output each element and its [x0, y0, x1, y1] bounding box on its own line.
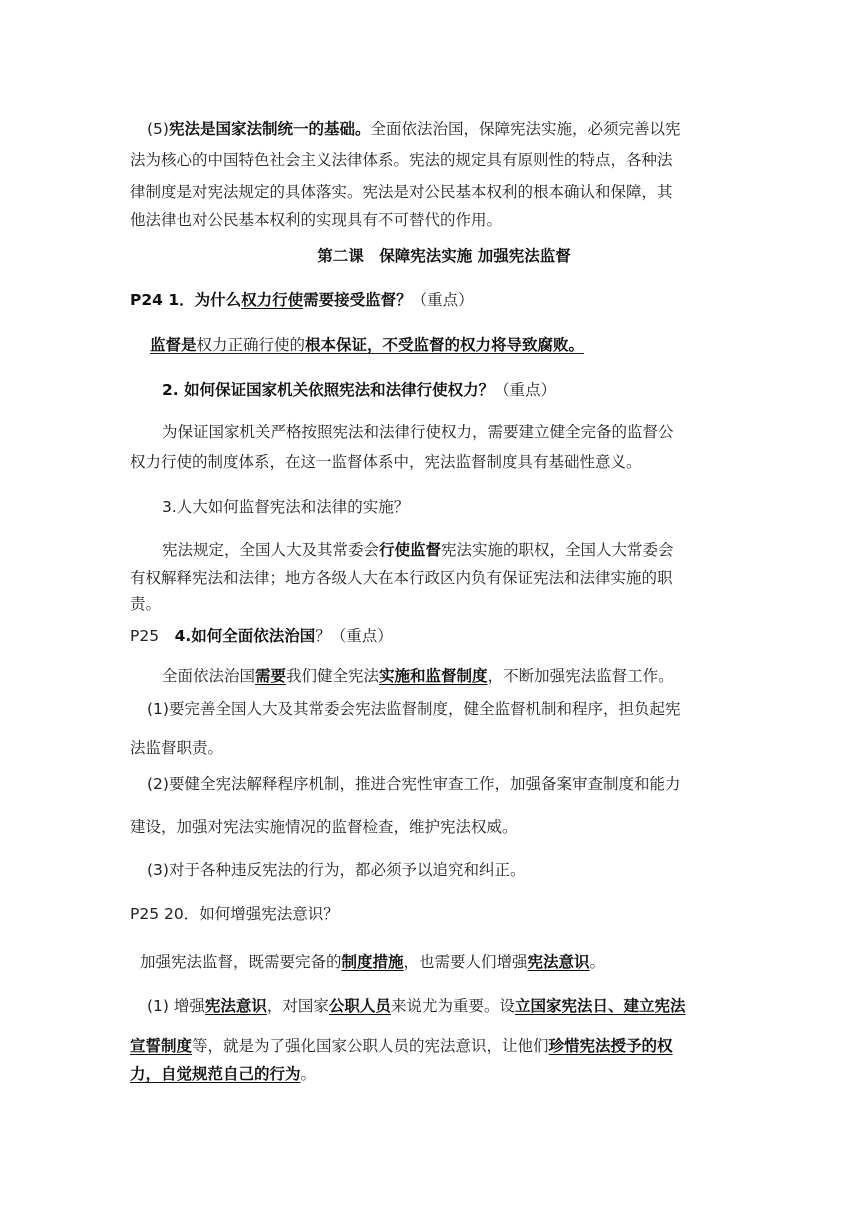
underlined-phrase: 权力行使: [241, 291, 304, 309]
text: 。: [300, 1065, 317, 1083]
underlined-phrase: 立国家宪法日、建立宪法: [514, 997, 686, 1015]
text: 等，就是为了强化国家公职人员的宪法意识，让他们: [192, 1037, 549, 1055]
answer-20-intro: [140, 952, 605, 972]
text: 全面依法治国: [162, 667, 256, 685]
answer-3-line-3: 责。: [130, 595, 162, 613]
question-2: [162, 380, 556, 400]
question-text: 2. 如何保证国家机关依照宪法和法律行使权力？: [162, 381, 495, 399]
answer-3-line-2: 有权解释宪法和法律；地方各级人大在本行政区内负有保证宪法和法律实施的职: [130, 569, 673, 587]
question-1: [130, 290, 474, 310]
question-prefix: P24 1．为什么: [130, 291, 242, 309]
bold-phrase: ，不受监督的权力将导致腐败。: [367, 336, 585, 354]
key-point-tag: （重点）: [494, 381, 557, 399]
answer-20-item-1-line-2: [130, 1036, 673, 1056]
underlined-phrase: 宣誓制度: [130, 1037, 193, 1055]
question-mark: ？: [315, 627, 331, 645]
text: 加强宪法监督，既需要完备的: [140, 953, 342, 971]
item-number: (5): [147, 120, 169, 138]
answer-4-item-1-line-1: (1)要完善全国人大及其常委会宪法监督制度，健全监督机制和程序，担负起宪: [147, 700, 681, 718]
text: 宪法实施的职权，全国人大常委会: [441, 541, 674, 559]
bold-phrase: 宪法是国家法制统一的基础。: [168, 120, 371, 138]
text: 。: [589, 953, 606, 971]
underlined-phrase: 珍惜宪法授予的权: [548, 1037, 673, 1055]
answer-4-item-2-line-1: (2)要健全宪法解释程序机制，推进合宪性审查工作，加强备案审查制度和能力: [147, 775, 681, 793]
page-ref: P25: [130, 627, 175, 645]
text: 全面依法治国，保障宪法实施，必须完善以宪: [370, 120, 681, 138]
text: 我们健全宪法: [286, 667, 380, 685]
underlined-phrase: 需要: [255, 667, 287, 685]
text: ，对国家: [266, 997, 329, 1015]
answer-1: [150, 335, 584, 355]
p5-line-1: [147, 119, 681, 139]
p5-line-3: 律制度是对宪法规定的具体落实。宪法是对公民基本权利的根本确认和保障，其: [130, 183, 673, 201]
answer-2-line-2: 权力行使的制度体系，在这一监督体系中，宪法监督制度具有基础性意义。: [130, 453, 642, 471]
key-point-tag: （重点）: [330, 627, 393, 645]
answer-4-item-1-line-2: 法监督职责。: [130, 739, 224, 757]
underlined-phrase: 制度措施: [341, 953, 404, 971]
bold-phrase: 根本保证: [305, 336, 368, 354]
underlined-phrase: 力，自觉规范自己的行为: [130, 1065, 301, 1083]
text: (1) 增强: [147, 997, 205, 1015]
p5-line-2: 法为核心的中国特色社会主义法律体系。宪法的规定具有原则性的特点，各种法: [130, 151, 673, 169]
question-3: 3.人大如何监督宪法和法律的实施？: [162, 498, 410, 516]
underlined-phrase: 宪法意识: [527, 953, 590, 971]
answer-2-line-1: 为保证国家机关严格按照宪法和法律行使权力，需要建立健全完备的监督公: [162, 423, 674, 441]
text: 来说尤为重要。设: [390, 997, 515, 1015]
answer-4-intro: [162, 666, 674, 686]
answer-3-line-1: [162, 540, 674, 560]
underlined-phrase: 实施和监督制度: [379, 667, 488, 685]
answer-20-item-1-line-1: [147, 996, 685, 1016]
answer-4-item-2-line-2: 建设，加强对宪法实施情况的监督检查，维护宪法权威。: [130, 818, 518, 836]
text: 权力正确行使的: [196, 336, 306, 354]
text: 宪法规定，全国人大及其常委会: [162, 541, 380, 559]
question-4: [130, 626, 393, 646]
key-point-tag: （重点）: [411, 291, 474, 309]
answer-20-item-1-line-3: [130, 1064, 316, 1084]
bold-phrase: 监督是: [150, 336, 197, 354]
text: ，也需要人们增强: [403, 953, 528, 971]
lesson-title: 第二课 保障宪法实施 加强宪法监督: [317, 247, 571, 265]
underlined-phrase: 公职人员: [328, 997, 391, 1015]
answer-4-item-3: (3)对于各种违反宪法的行为，都必须予以追究和纠正。: [147, 861, 526, 879]
question-20: P25 20．如何增强宪法意识？: [130, 905, 339, 923]
question-text: 需要接受监督？: [303, 291, 412, 309]
underlined-phrase: 宪法意识: [204, 997, 267, 1015]
question-text: 4.如何全面依法治国: [174, 627, 316, 645]
bold-phrase: 行使监督: [379, 541, 442, 559]
text: ，不断加强宪法监督工作。: [487, 667, 674, 685]
p5-line-4: 他法律也对公民基本权利的实现具有不可替代的作用。: [130, 211, 503, 229]
